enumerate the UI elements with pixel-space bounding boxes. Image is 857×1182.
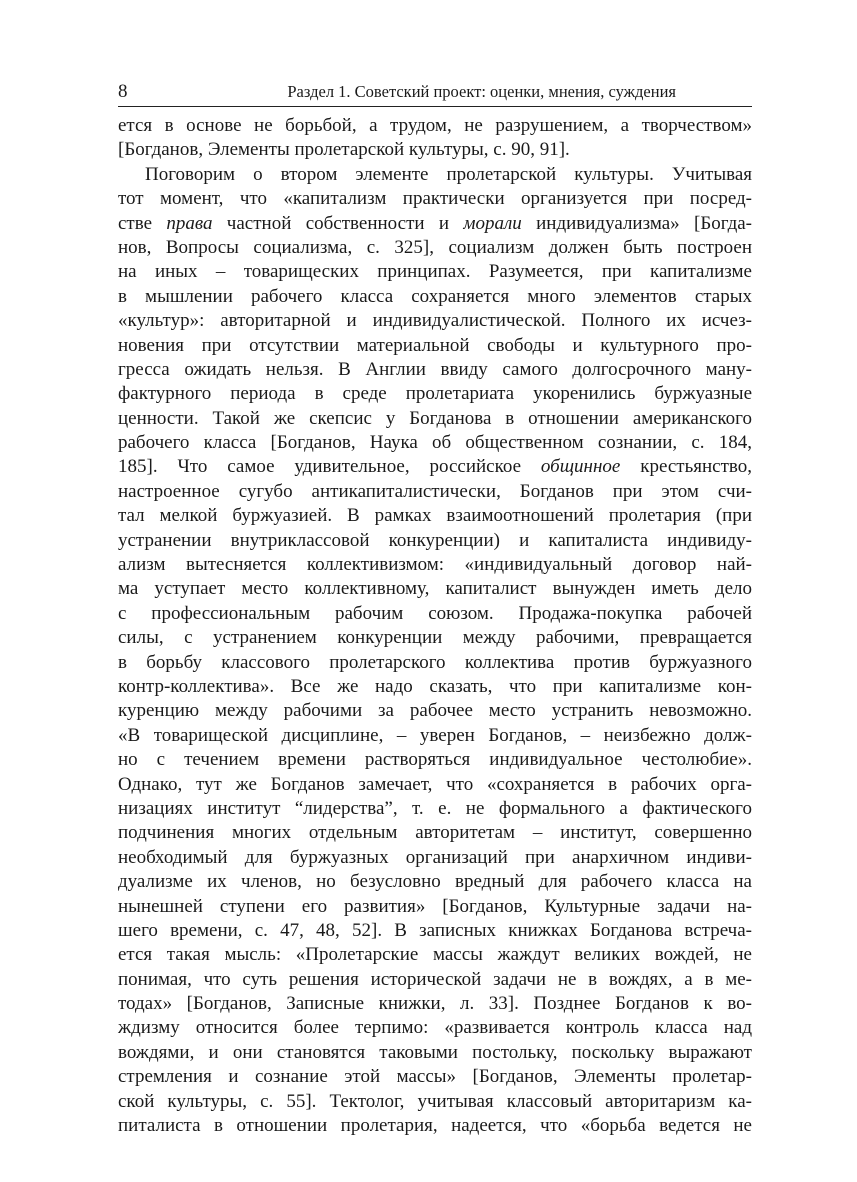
italic-term: общинное — [540, 456, 621, 478]
text-segment: подчинения многих отдельным авторитетам – институт, совершенно — [118, 822, 752, 844]
text-segment: «культур»: авторитарной и индивидуалистической. Полного их исчез- — [118, 310, 752, 332]
text-segment: устранении внутриклассовой конкуренции) и капиталиста индивиду- — [118, 529, 752, 551]
text-line — [118, 455, 752, 479]
text-line — [118, 577, 752, 601]
text-line — [118, 163, 752, 187]
text-segment: питалиста в отношении пролетария, надеется, что «борьба ведется не — [118, 1115, 752, 1137]
text-segment: шего времени, с. 47, 48, 52]. В записных книжках Богданова встреча- — [118, 919, 752, 941]
text-line — [118, 334, 752, 358]
text-segment: ма уступает место коллективному, капиталист вынужден иметь дело — [118, 578, 752, 600]
text-segment: ализм вытесняется коллективизмом: «индивидуальный договор най- — [118, 554, 752, 576]
text-line — [118, 602, 752, 626]
text-line — [118, 1016, 752, 1040]
text-line — [118, 504, 752, 528]
text-line — [118, 895, 752, 919]
text-segment: стве — [118, 212, 167, 234]
page-header — [118, 80, 752, 107]
text-line — [118, 138, 752, 162]
text-line — [118, 821, 752, 845]
text-line — [118, 724, 752, 748]
text-segment: рабочего класса [Богданов, Наука об общественном сознании, с. 184, — [118, 432, 752, 454]
text-line — [118, 285, 752, 309]
text-line — [118, 626, 752, 650]
text-segment: фактурного периода в среде пролетариата укоренились буржуазные — [118, 383, 752, 405]
text-segment: тот момент, что «капитализм практически организуется при посред- — [118, 188, 752, 210]
text-segment: низациях институт “лидерства”, т. е. не формального а фактического — [118, 797, 752, 819]
text-line — [118, 1090, 752, 1114]
text-segment: тал мелкой буржуазией. В рамках взаимоотношений пролетария (при — [118, 505, 752, 527]
text-line — [118, 260, 752, 284]
text-segment: вождями, и они становятся таковыми постольку, поскольку выражают — [118, 1041, 752, 1063]
text-segment: дуализме их членов, но безусловно вредный для рабочего класса на — [118, 871, 752, 893]
text-line — [118, 870, 752, 894]
text-line — [118, 407, 752, 431]
text-line — [118, 212, 752, 236]
text-line — [118, 797, 752, 821]
text-line — [118, 431, 752, 455]
text-segment: Поговорим о втором элементе пролетарской культуры. Учитывая — [145, 163, 752, 185]
text-line — [118, 187, 752, 211]
running-head: Раздел 1. Советский проект: оценки, мнения, суждения — [287, 82, 676, 101]
italic-term: морали — [463, 212, 522, 234]
text-segment: «В товарищеской дисциплине, – уверен Богданов, – неизбежно долж- — [118, 724, 752, 746]
text-segment: [Богданов, Элементы пролетарской культуры, с. 90, 91]. — [118, 139, 570, 161]
text-line — [118, 1041, 752, 1065]
text-line — [118, 529, 752, 553]
text-segment: куренцию между рабочими за рабочее место устранить невозможно. — [118, 700, 752, 722]
text-segment: ской культуры, с. 55]. Тектолог, учитывая классовый авторитаризм ка- — [118, 1090, 752, 1112]
text-segment: индивидуализма» [Богда- — [521, 212, 752, 234]
text-segment: тодах» [Богданов, Записные книжки, л. 33]. Позднее Богданов к во- — [118, 993, 752, 1015]
page-number: 8 — [118, 81, 128, 102]
italic-term: права — [166, 212, 213, 234]
text-line — [118, 943, 752, 967]
text-segment: новения при отсутствии материальной свободы и культурного про- — [118, 334, 752, 356]
text-line — [118, 968, 752, 992]
text-segment: на иных – товарищеских принципах. Разумеется, при капитализме — [118, 261, 752, 283]
text-line — [118, 114, 752, 138]
text-segment: 185]. Что самое удивительное, российское — [118, 456, 541, 478]
text-segment: силы, с устранением конкуренции между рабочими, превращается — [118, 627, 752, 649]
text-line — [118, 992, 752, 1016]
text-segment: ждизму относится более терпимо: «развивается контроль класса над — [118, 1017, 752, 1039]
text-segment: настроенное сугубо антикапиталистически, Богданов при этом счи- — [118, 480, 752, 502]
text-segment: контр-коллектива». Все же надо сказать, что при капитализме кон- — [118, 675, 752, 697]
text-segment: нынешней ступени его развития» [Богданов, Культурные задачи на- — [118, 895, 752, 917]
text-segment: с профессиональным рабочим союзом. Продажа-покупка рабочей — [118, 602, 752, 624]
text-segment: гресса ожидать нельзя. В Англии ввиду самого долгосрочного ману- — [118, 358, 752, 380]
text-line — [118, 773, 752, 797]
text-line — [118, 748, 752, 772]
text-segment: крестьянство, — [620, 456, 752, 478]
text-segment: в мышлении рабочего класса сохраняется много элементов старых — [118, 285, 752, 307]
text-segment: понимая, что суть решения исторической задачи не в вождях, а в ме- — [118, 968, 752, 990]
text-line — [118, 309, 752, 333]
text-segment: необходимый для буржуазных организаций при анархичном индиви- — [118, 846, 752, 868]
text-segment: но с течением времени растворяться индивидуальное честолюбие». — [118, 749, 752, 771]
text-line — [118, 1065, 752, 1089]
text-segment: в борьбу классового пролетарского коллектива против буржуазного — [118, 651, 752, 673]
text-line — [118, 1114, 752, 1138]
text-line — [118, 699, 752, 723]
text-segment: частной собственности и — [212, 212, 464, 234]
body-text — [118, 114, 752, 1138]
text-segment: Однако, тут же Богданов замечает, что «сохраняется в рабочих орга- — [118, 773, 752, 795]
text-line — [118, 846, 752, 870]
text-segment: ценности. Такой же скепсис у Богданова в отношении американского — [118, 407, 752, 429]
text-line — [118, 236, 752, 260]
text-line — [118, 382, 752, 406]
text-segment: ется такая мысль: «Пролетарские массы жаждут великих вождей, не — [118, 944, 752, 966]
text-line — [118, 919, 752, 943]
text-line — [118, 480, 752, 504]
text-segment: ется в основе не борьбой, а трудом, не разрушением, а творчеством» — [118, 115, 752, 136]
text-line — [118, 675, 752, 699]
text-line — [118, 358, 752, 382]
text-line — [118, 553, 752, 577]
text-segment: нов, Вопросы социализма, с. 325], социализм должен быть построен — [118, 236, 752, 258]
text-segment: стремления и сознание этой массы» [Богданов, Элементы пролетар- — [118, 1066, 752, 1088]
text-line — [118, 651, 752, 675]
